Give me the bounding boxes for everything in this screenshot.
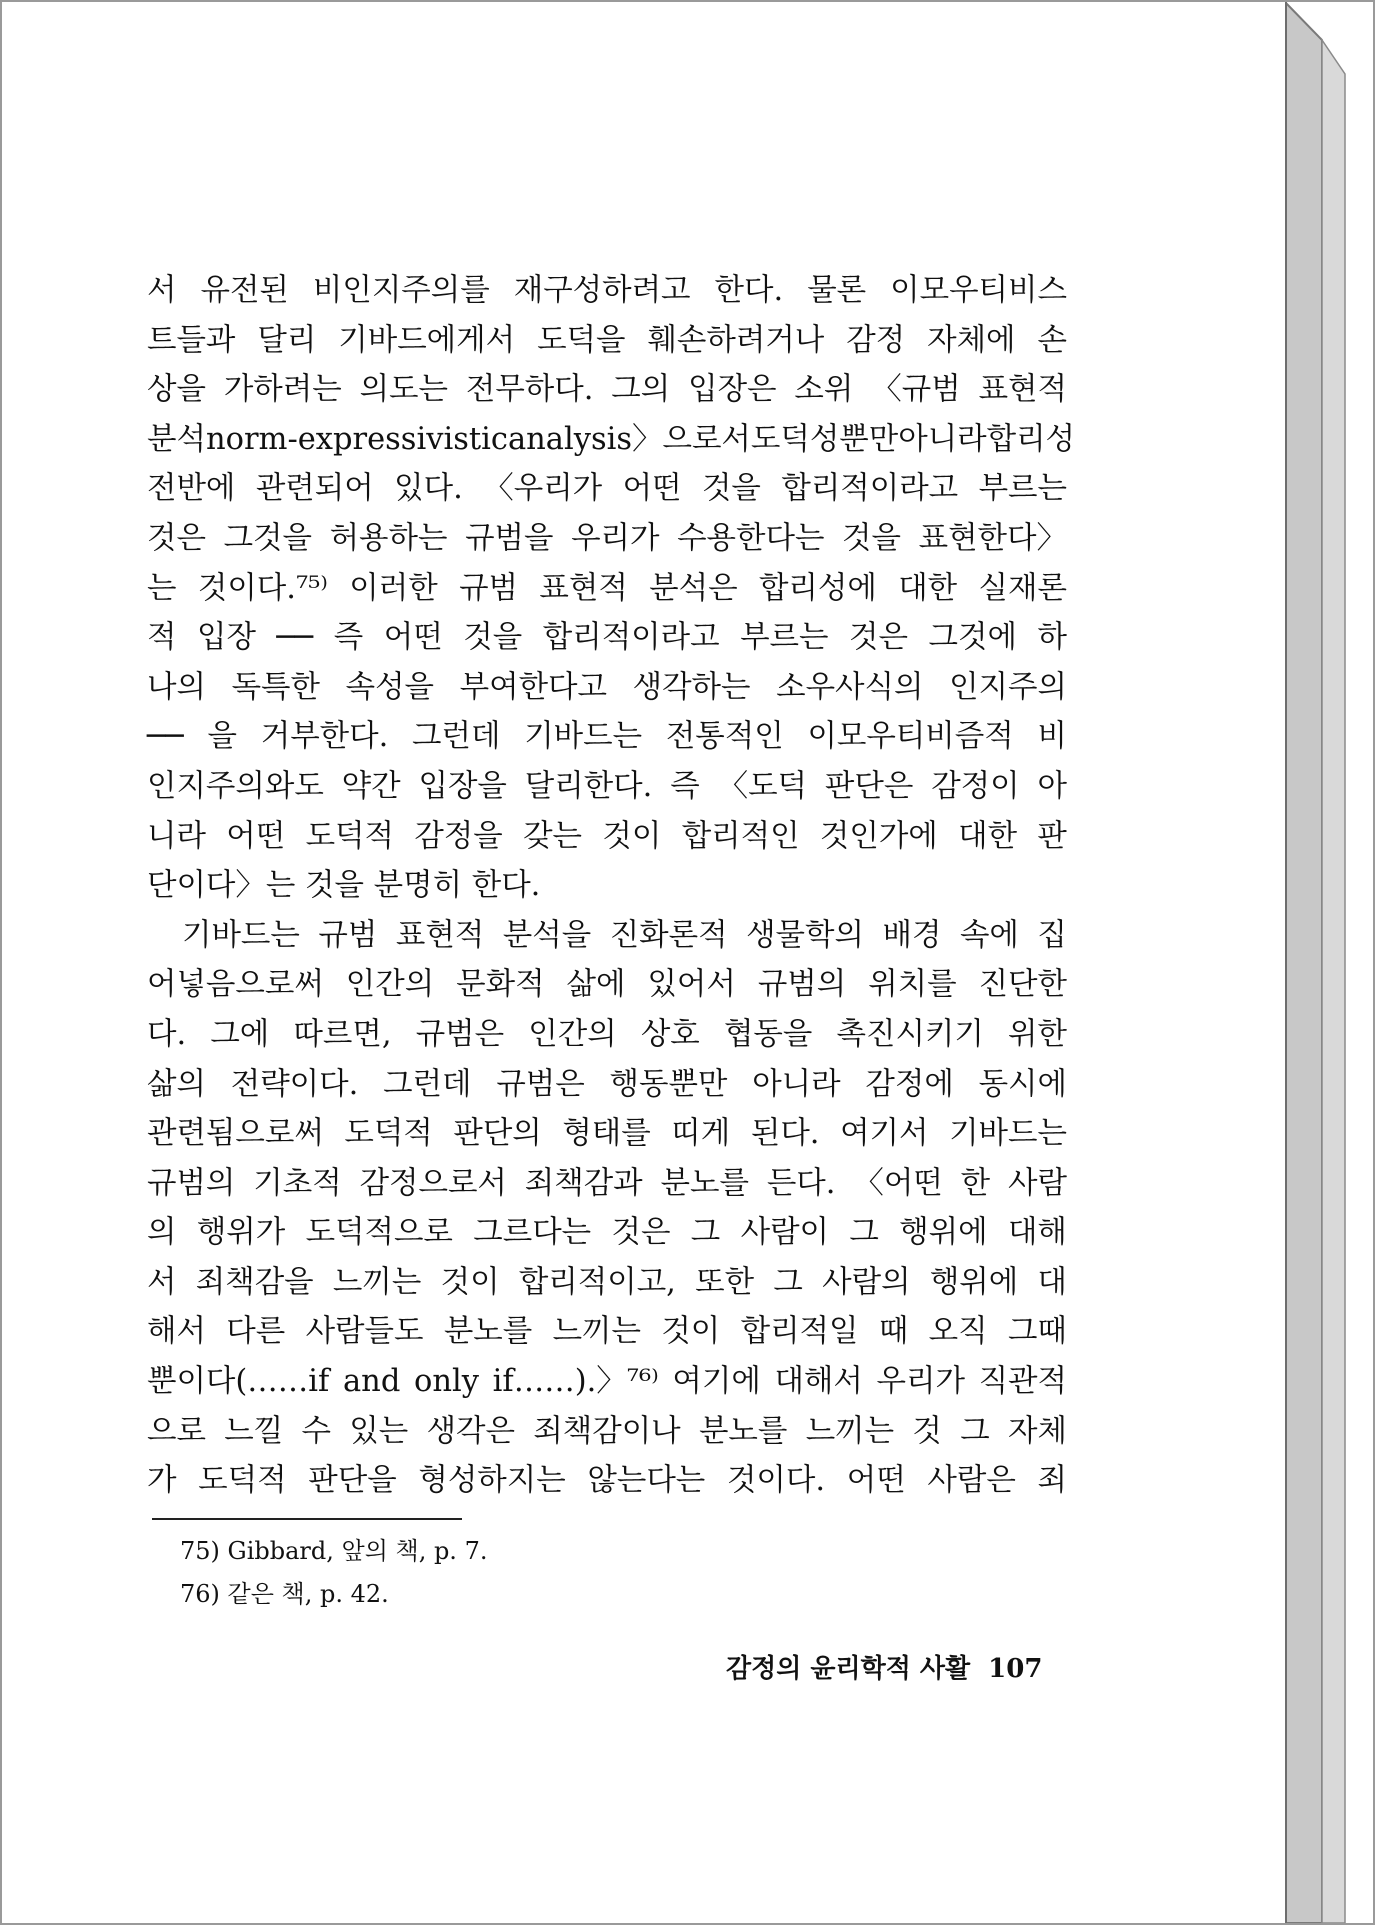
- text-line: 해서 다른 사람들도 분노를 느끼는 것이 합리적일 때 오직 그때: [147, 1314, 1067, 1350]
- footnote-76: 76) 같은 책, p. 42.: [180, 1580, 389, 1608]
- text-line: 인지주의와도 약간 입장을 달리한다. 즉 〈도덕 판단은 감정이 아: [147, 768, 1067, 804]
- text-line: 가 도덕적 판단을 형성하지는 않는다는 것이다. 어떤 사람은 죄: [147, 1463, 1067, 1499]
- text-line: 는 것이다.⁷⁵⁾ 이러한 규범 표현적 분석은 합리성에 대한 실재론: [147, 570, 1067, 606]
- text-line: 단이다〉는 것을 분명히 한다.: [147, 868, 541, 904]
- text-line: 니라 어떤 도덕적 감정을 갖는 것이 합리적인 것인가에 대한 판: [147, 818, 1067, 854]
- footnote-75: 75) Gibbard, 앞의 책, p. 7.: [180, 1537, 488, 1565]
- text-line: 분석 norm-expressivistic analysis〉으로서 도덕성뿐만 아니라 합리성: [147, 421, 1076, 457]
- text-line: 삶의 전략이다. 그런데 규범은 행동뿐만 아니라 감정에 동시에: [147, 1066, 1067, 1102]
- page-number: 107: [988, 1654, 1043, 1684]
- text-line: 기바드는 규범 표현적 분석을 진화론적 생물학의 배경 속에 집: [182, 917, 1067, 953]
- running-title: 감정의 윤리학적 사활: [726, 1654, 971, 1684]
- text-line: 어넣음으로써 인간의 문화적 삶에 있어서 규범의 위치를 진단한: [147, 967, 1067, 1003]
- text-line: 것은 그것을 허용하는 규범을 우리가 수용한다는 것을 표현한다〉: [147, 520, 1067, 556]
- text-line: 전반에 관련되어 있다. 〈우리가 어떤 것을 합리적이라고 부르는: [147, 471, 1067, 507]
- text-line: 뿐이다(……if and only if……).〉⁷⁶⁾ 여기에 대해서 우리가 직관적: [147, 1364, 1067, 1400]
- text-line: 다. 그에 따르면, 규범은 인간의 상호 협동을 촉진시키기 위한: [147, 1016, 1067, 1052]
- text-line: 관련됨으로써 도덕적 판단의 형태를 띠게 된다. 여기서 기바드는: [147, 1116, 1067, 1152]
- text-line: 의 행위가 도덕적으로 그르다는 것은 그 사람이 그 행위에 대해: [147, 1215, 1067, 1251]
- text-line: ── 을 거부한다. 그런데 기바드는 전통적인 이모우티비즘적 비: [147, 719, 1067, 755]
- text-line: 상을 가하려는 의도는 전무하다. 그의 입장은 소위 〈규범 표현적: [147, 372, 1067, 408]
- text-line: 으로 느낄 수 있는 생각은 죄책감이나 분노를 느끼는 것 그 자체: [147, 1413, 1067, 1449]
- text-line: 적 입장 ── 즉 어떤 것을 합리적이라고 부르는 것은 그것에 하: [147, 620, 1067, 656]
- text-line: 서 유전된 비인지주의를 재구성하려고 한다. 물론 이모우티비스: [147, 273, 1067, 308]
- text-line: 트들과 달리 기바드에게서 도덕을 훼손하려거나 감정 자체에 손: [147, 322, 1067, 358]
- text-line: 서 죄책감을 느끼는 것이 합리적이고, 또한 그 사람의 행위에 대: [147, 1264, 1067, 1300]
- text-line: 나의 독특한 속성을 부여한다고 생각하는 소우사식의 인지주의: [147, 669, 1067, 705]
- text-line: 규범의 기초적 감정으로서 죄책감과 분노를 든다. 〈어떤 한 사람: [147, 1165, 1067, 1201]
